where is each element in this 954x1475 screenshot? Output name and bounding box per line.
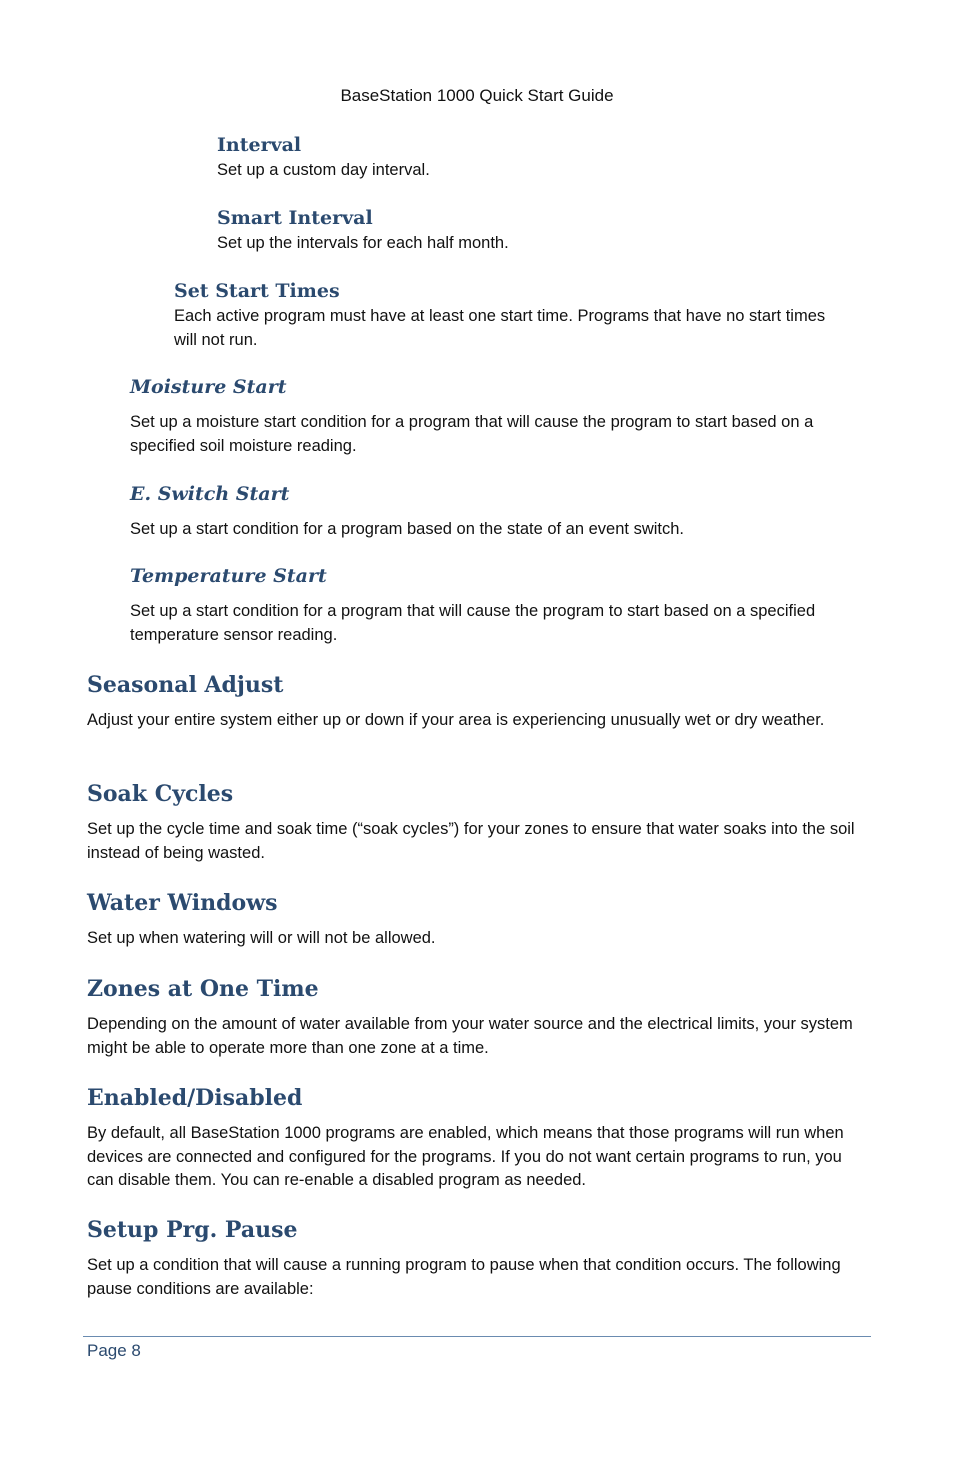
- text-soak-cycles: Set up the cycle time and soak time (“soak cycles”) for your zones to ensure that water soaks into the soil instead of being wasted.: [87, 820, 855, 862]
- text-smart-interval: Set up the intervals for each half month.: [217, 234, 509, 252]
- text-set-start-times: Each active program must have at least one start time. Programs that have no start times will not run.: [174, 307, 826, 349]
- heading-water-windows: Water Windows: [87, 890, 278, 916]
- heading-enabled-disabled: Enabled/Disabled: [87, 1085, 303, 1111]
- text-enabled-disabled: By default, all BaseStation 1000 programs are enabled, which means that those programs will run when devices are connected and configured for the programs. If you do not want certain programs to run, you can disable them. You can re-enable a disabled program as needed.: [87, 1124, 844, 1189]
- footer-rule: [83, 1336, 871, 1337]
- text-zones-at-one-time: Depending on the amount of water available from your water source and the electrical limits, your system might be able to operate more than one zone at a time.: [87, 1015, 853, 1057]
- heading-interval: Interval: [217, 134, 302, 156]
- text-water-windows: Set up when watering will or will not be allowed.: [87, 929, 436, 947]
- heading-smart-interval: Smart Interval: [217, 207, 373, 229]
- page-number: Page 8: [87, 1341, 141, 1360]
- text-temperature-start: Set up a start condition for a program that will cause the program to start based on a specified temperature sensor reading.: [130, 602, 816, 644]
- text-setup-prg-pause: Set up a condition that will cause a running program to pause when that condition occurs. The following pause conditions are available:: [87, 1256, 841, 1298]
- heading-moisture-start: Moisture Start: [130, 376, 287, 398]
- heading-temperature-start: Temperature Start: [130, 565, 327, 587]
- heading-seasonal-adjust: Seasonal Adjust: [87, 672, 284, 698]
- heading-set-start-times: Set Start Times: [174, 280, 340, 302]
- text-eswitch-start: Set up a start condition for a program based on the state of an event switch.: [130, 520, 684, 538]
- running-header: BaseStation 1000 Quick Start Guide: [340, 86, 614, 105]
- text-moisture-start: Set up a moisture start condition for a program that will cause the program to start based on a specified soil moisture reading.: [130, 413, 814, 455]
- heading-eswitch-start: E. Switch Start: [130, 483, 290, 505]
- heading-setup-prg-pause: Setup Prg. Pause: [87, 1217, 298, 1243]
- heading-zones-at-one-time: Zones at One Time: [87, 976, 319, 1002]
- text-seasonal-adjust: Adjust your entire system either up or down if your area is experiencing unusually wet or dry weather.: [87, 711, 825, 729]
- text-interval: Set up a custom day interval.: [217, 161, 430, 179]
- heading-soak-cycles: Soak Cycles: [87, 781, 234, 807]
